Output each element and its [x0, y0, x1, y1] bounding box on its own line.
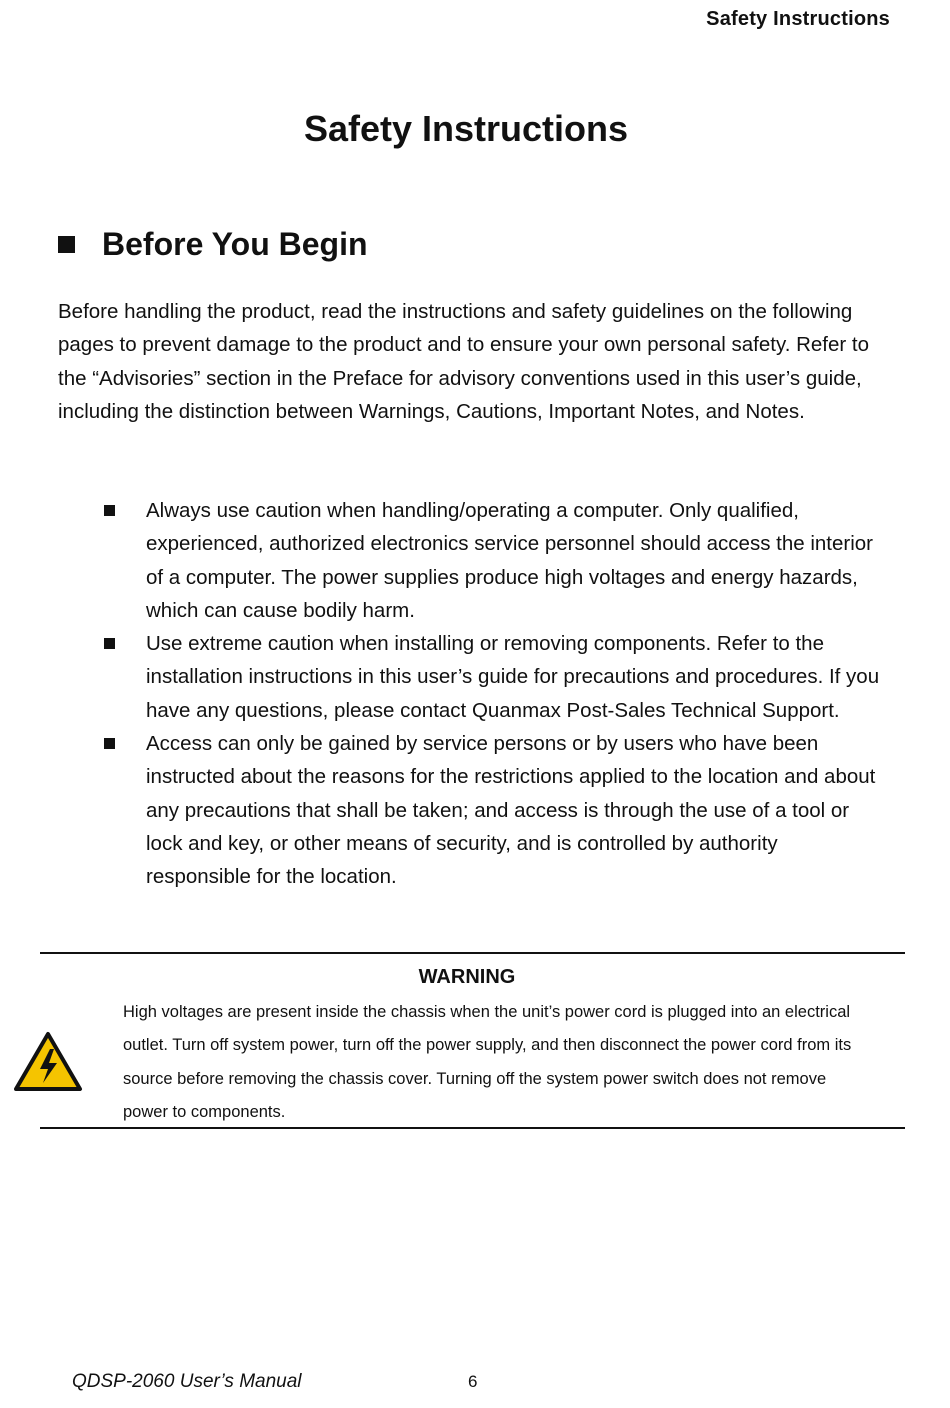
footer-page-number: 6 — [468, 1372, 478, 1391]
list-item-text: Always use caution when handling/operating a computer. Only qualified, experienced, authorized electronics service personnel should access the interior of a computer. The power supplies produce high voltages and energy hazards, which can cause bodily harm. — [146, 499, 874, 622]
safety-bullet-list — [0, 494, 950, 894]
section-heading-text: Before You Begin — [102, 226, 368, 262]
warning-box — [40, 952, 905, 1129]
page-title: Safety Instructions — [303, 108, 629, 149]
running-header: Safety Instructions — [706, 8, 890, 30]
footer-manual-name: QDSP-2060 User’s Manual — [72, 1371, 302, 1392]
list-item — [0, 727, 886, 893]
square-bullet-icon — [58, 236, 75, 253]
list-item — [0, 627, 886, 727]
high-voltage-warning-icon — [13, 1031, 83, 1093]
warning-title: WARNING — [418, 966, 516, 988]
list-item-text: Use extreme caution when installing or removing components. Refer to the installation instructions in this user’s guide for precautions and procedures. If you have any questions, please contact Quanmax Post-Sales Technical Support. — [146, 632, 880, 722]
square-bullet-icon — [104, 738, 115, 749]
intro-paragraph: Before handling the product, read the instructions and safety guidelines on the following pages to prevent damage to the product and to ensure your own personal safety. Refer to the “Advisories” section in the Preface for advisory conventions used in this user’s guide, including the distinction between Warnings, Cautions, Important Notes, and Notes. — [58, 300, 870, 423]
list-item-text: Access can only be gained by service persons or by users who have been instructed about the reasons for the restrictions applied to the location and about any precautions that shall be taken; and access is through the use of a tool or lock and key, or other means of security, and is controlled by authority responsible for the location. — [146, 732, 876, 889]
square-bullet-icon — [104, 638, 115, 649]
list-item — [0, 494, 886, 627]
square-bullet-icon — [104, 505, 115, 516]
section-heading — [58, 226, 368, 263]
warning-text: High voltages are present inside the chassis when the unit’s power cord is plugged into an electrical outlet. Turn off system power, turn off the power supply, and then disconnect the power cord from its source before removing the chassis cover. Turning off the system power switch does not remove power to components. — [123, 1003, 852, 1121]
